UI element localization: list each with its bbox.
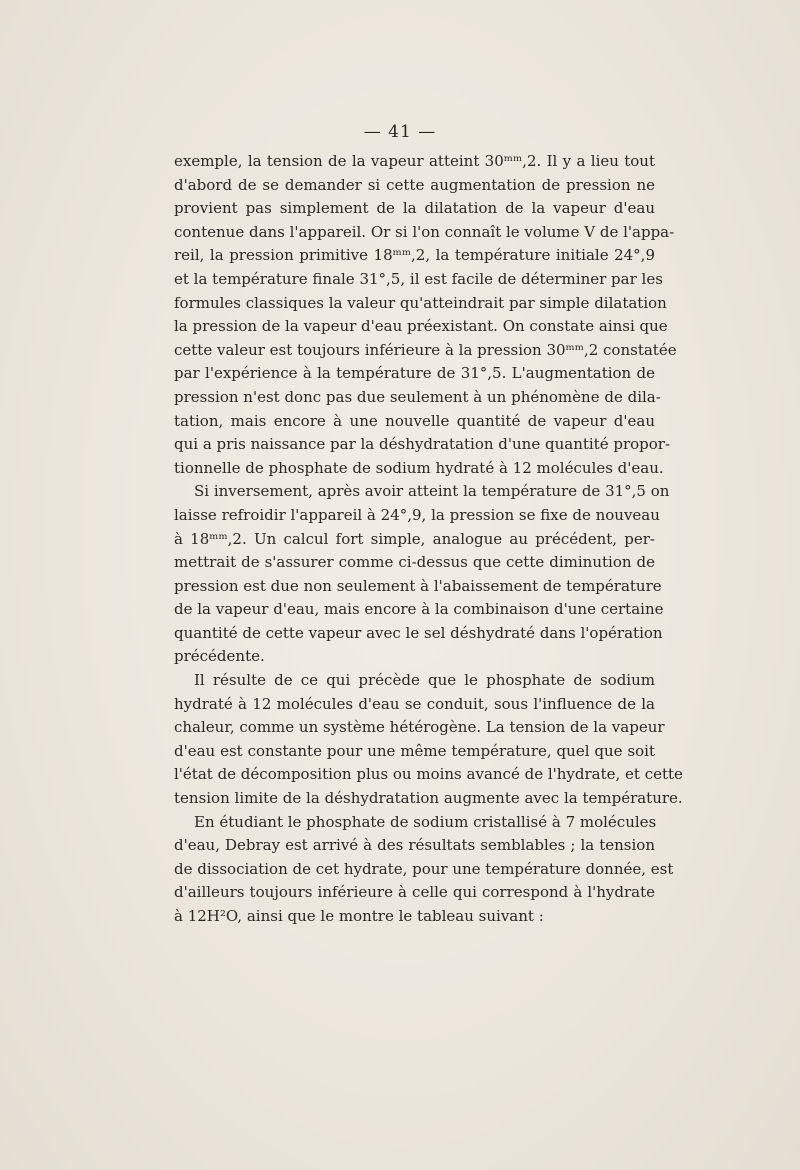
text-line: Si inversement, après avoir atteint la température de 31°,5 on	[194, 482, 670, 501]
page-number: — 41 —	[363, 122, 437, 142]
text-line: d'eau est constante pour une même température, quel que soit	[174, 741, 655, 760]
text-line: quantité de cette vapeur avec le sel déshydraté dans l'opération	[174, 623, 663, 642]
text-line: En étudiant le phosphate de sodium cristallisé à 7 molécules	[194, 812, 657, 831]
text-line: pression n'est donc pas due seulement à un phénomène de dila-	[174, 387, 661, 406]
text-line: hydraté à 12 molécules d'eau se conduit, sous l'influence de la	[174, 694, 655, 713]
text-line: l'état de décomposition plus ou moins avancé de l'hydrate, et cette	[174, 765, 683, 784]
text-line: contenue dans l'appareil. Or si l'on connaît le volume V de l'appa-	[174, 222, 675, 241]
text-line: tionnelle de phosphate de sodium hydraté à 12 molécules d'eau.	[174, 458, 664, 477]
text-line: provient pas simplement de la dilatation de la vapeur d'eau	[174, 199, 655, 218]
text-line: tation, mais encore à une nouvelle quantité de vapeur d'eau	[174, 411, 655, 430]
text-line: d'abord de se demander si cette augmentation de pression ne	[174, 175, 655, 194]
text-line: par l'expérience à la température de 31°,5. L'augmentation de	[174, 364, 655, 383]
text-line: et la température finale 31°,5, il est facile de déterminer par les	[174, 269, 663, 288]
text-line: qui a pris naissance par la déshydratation d'une quantité propor-	[174, 435, 671, 454]
text-line: mettrait de s'assurer comme ci-dessus que cette diminution de	[174, 553, 655, 572]
text-line: d'eau, Debray est arrivé à des résultats semblables ; la tension	[174, 836, 655, 855]
text-line: d'ailleurs toujours inférieure à celle qui correspond à l'hydrate	[174, 883, 655, 902]
text-line: cette valeur est toujours inférieure à la pression 30ᵐᵐ,2 constatée	[174, 340, 677, 359]
text-line: tension limite de la déshydratation augmente avec la température.	[174, 789, 683, 808]
text-line: Il résulte de ce qui précède que le phosphate de sodium	[194, 671, 655, 690]
text-line: exemple, la tension de la vapeur atteint 30ᵐᵐ,2. Il y a lieu tout	[174, 152, 655, 170]
text-line: de la vapeur d'eau, mais encore à la combinaison d'une certaine	[174, 600, 664, 619]
text-line: de dissociation de cet hydrate, pour une température donnée, est	[174, 859, 674, 878]
body-text	[174, 150, 683, 929]
text-line: à 18ᵐᵐ,2. Un calcul fort simple, analogue au précédent, per-	[174, 529, 655, 548]
text-line: reil, la pression primitive 18ᵐᵐ,2, la température initiale 24°,9	[174, 246, 655, 265]
text-line: laisse refroidir l'appareil à 24°,9, la pression se fixe de nouveau	[174, 505, 660, 524]
text-line: pression est due non seulement à l'abaissement de température	[174, 576, 662, 595]
text-line: à 12H²O, ainsi que le montre le tableau suivant :	[174, 907, 544, 925]
text-line: formules classiques la valeur qu'atteindrait par simple dilatation	[174, 293, 667, 312]
text-line: précédente.	[174, 647, 265, 666]
text-line: la pression de la vapeur d'eau préexistant. On constate ainsi que	[174, 317, 668, 336]
text-line: chaleur, comme un système hétérogène. La tension de la vapeur	[174, 718, 665, 737]
